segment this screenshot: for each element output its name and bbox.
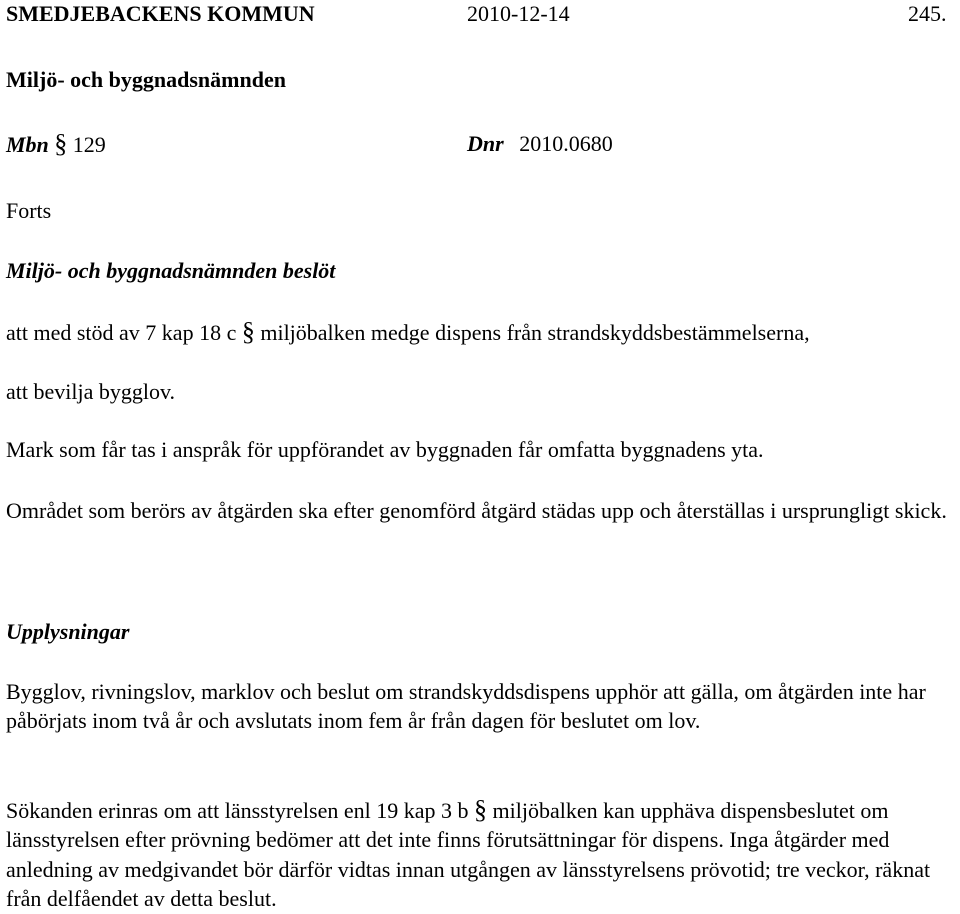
mbn-number: 129 [72, 132, 106, 157]
info-paragraph-2-end: miljöbalken kan upphäva dispensbeslutet om länsstyrelsen efter prövning bedömer att det inte finns förutsättningar för dispens. Inga åtgärder med anledning av medgivandet bör därför vidtas innan utgången av länsstyrelsens prövotid; tre veckor, räknat från delfåendet av detta beslut. [6, 798, 931, 911]
case-reference [6, 130, 106, 159]
info-paragraph-2 [6, 796, 956, 913]
info-paragraph-1: Bygglov, rivningslov, marklov och beslut om strandskyddsdispens upphör att gälla, om åtgärden inte har påbörjats inom två år och avslutats inom fem år från dagen för beslutet om lov. [6, 679, 926, 734]
decision-section-symbol: § [241, 317, 255, 346]
page-number: 245. [908, 1, 947, 26]
info-heading: Upplysningar [6, 619, 130, 644]
dnr-reference [467, 130, 613, 158]
info-paragraph-2-start: Sökanden erinras om att länsstyrelsen enl 19 kap 3 b [6, 798, 469, 823]
condition-1: Mark som får tas i anspråk för uppförandet av byggnaden får omfatta byggnadens yta. [6, 437, 764, 462]
dnr-number: 2010.0680 [519, 131, 613, 156]
section-symbol: § [54, 129, 68, 158]
decision-line-1-end: miljöbalken medge dispens från strandskyddsbestämmelserna, [260, 320, 810, 345]
condition-2: Området som berörs av åtgärden ska efter genomförd åtgärd städas upp och återställas i ursprungligt skick. [6, 498, 947, 523]
municipality-name: SMEDJEBACKENS KOMMUN [6, 1, 315, 26]
decision-line-2: att bevilja bygglov. [6, 379, 176, 404]
decision-line-1-start: att med stöd av 7 kap 18 c [6, 320, 237, 345]
decision-line-1 [6, 318, 810, 347]
dnr-label: Dnr [467, 131, 504, 156]
mbn-label: Mbn [6, 132, 49, 157]
meeting-date: 2010-12-14 [467, 1, 570, 26]
decision-heading: Miljö- och byggnadsnämnden beslöt [6, 258, 336, 283]
forts-label: Forts [6, 198, 52, 223]
committee-name: Miljö- och byggnadsnämnden [6, 67, 286, 92]
info-section-symbol: § [474, 795, 488, 824]
